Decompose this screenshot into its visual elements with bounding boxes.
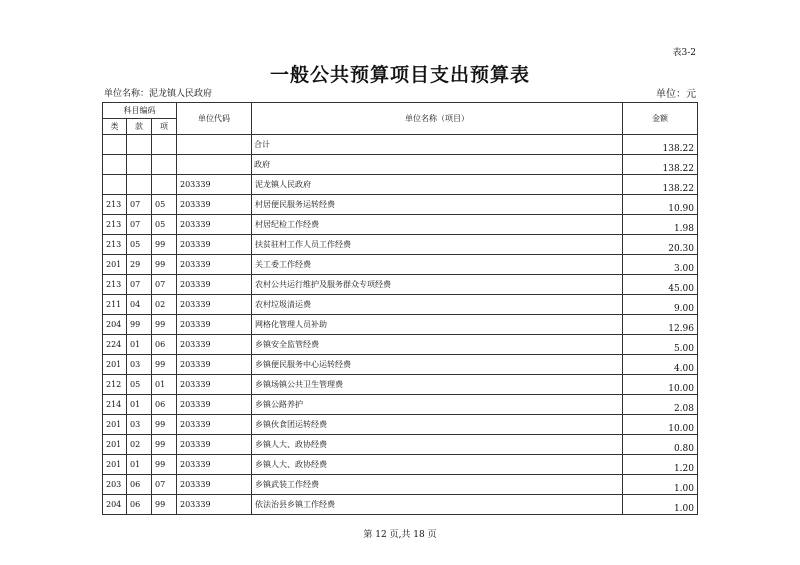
amount-cell: 1.98 <box>623 215 698 235</box>
lei-cell: 201 <box>103 255 127 275</box>
item-name-cell: 网格化管理人员补助 <box>252 315 623 335</box>
xiang-cell: 99 <box>152 415 177 435</box>
kuan-cell: 07 <box>127 195 152 215</box>
xiang-cell: 99 <box>152 455 177 475</box>
amount-cell: 10.00 <box>623 415 698 435</box>
amount-cell: 3.00 <box>623 255 698 275</box>
amount-cell: 12.96 <box>623 315 698 335</box>
kuan-cell: 07 <box>127 275 152 295</box>
unit-code-cell: 203339 <box>177 495 252 515</box>
lei-cell: 224 <box>103 335 127 355</box>
item-name-cell: 合计 <box>252 135 623 155</box>
xiang-cell: 99 <box>152 435 177 455</box>
unit-code-cell: 203339 <box>177 175 252 195</box>
amount-cell: 4.00 <box>623 355 698 375</box>
amount-cell: 9.00 <box>623 295 698 315</box>
item-name-cell: 乡镇人大、政协经费 <box>252 435 623 455</box>
unit-name-header: 单位名称（项目） <box>252 103 623 135</box>
kuan-cell: 03 <box>127 415 152 435</box>
xiang-cell <box>152 175 177 195</box>
xiang-cell <box>152 155 177 175</box>
table-body <box>103 135 698 515</box>
unit-code-cell: 203339 <box>177 295 252 315</box>
table-row <box>103 395 698 415</box>
table-row <box>103 375 698 395</box>
lei-cell: 201 <box>103 415 127 435</box>
xiang-cell: 99 <box>152 235 177 255</box>
unit-code-cell: 203339 <box>177 355 252 375</box>
lei-cell: 212 <box>103 375 127 395</box>
amount-cell: 45.00 <box>623 275 698 295</box>
kuan-cell: 01 <box>127 335 152 355</box>
kuan-cell: 01 <box>127 455 152 475</box>
lei-cell <box>103 175 127 195</box>
amount-cell: 138.22 <box>623 175 698 195</box>
table-row <box>103 195 698 215</box>
item-name-cell: 扶贫驻村工作人员工作经费 <box>252 235 623 255</box>
item-name-cell: 乡镇安全监管经费 <box>252 335 623 355</box>
kuan-cell <box>127 135 152 155</box>
xiang-cell: 99 <box>152 355 177 375</box>
lei-cell: 213 <box>103 215 127 235</box>
lei-cell: 204 <box>103 495 127 515</box>
unit-code-cell: 203339 <box>177 415 252 435</box>
kuan-cell: 02 <box>127 435 152 455</box>
amount-cell: 10.00 <box>623 375 698 395</box>
amount-cell: 1.00 <box>623 475 698 495</box>
amount-cell: 138.22 <box>623 135 698 155</box>
item-name-cell: 农村公共运行维护及服务群众专项经费 <box>252 275 623 295</box>
unit-code-cell: 203339 <box>177 435 252 455</box>
lei-cell: 201 <box>103 455 127 475</box>
kuan-cell: 07 <box>127 215 152 235</box>
lei-cell: 213 <box>103 275 127 295</box>
unit-code-cell: 203339 <box>177 315 252 335</box>
table-row <box>103 475 698 495</box>
unit-code-cell: 203339 <box>177 455 252 475</box>
item-name-cell: 依法治县乡镇工作经费 <box>252 495 623 515</box>
table-number: 表3-2 <box>672 48 696 58</box>
lei-header: 类 <box>103 119 127 135</box>
amount-cell: 138.22 <box>623 155 698 175</box>
table-row <box>103 495 698 515</box>
table-row <box>103 335 698 355</box>
amount-cell: 2.08 <box>623 395 698 415</box>
currency-unit-label: 单位：元 <box>656 89 696 100</box>
amount-cell: 5.00 <box>623 335 698 355</box>
page-title: 一般公共预算项目支出预算表 <box>269 64 530 86</box>
lei-cell: 201 <box>103 355 127 375</box>
lei-cell: 213 <box>103 235 127 255</box>
table-row <box>103 295 698 315</box>
amount-cell: 1.20 <box>623 455 698 475</box>
xiang-cell: 99 <box>152 495 177 515</box>
xiang-cell: 99 <box>152 315 177 335</box>
lei-cell: 203 <box>103 475 127 495</box>
item-name-cell: 乡镇场镇公共卫生管理费 <box>252 375 623 395</box>
unit-code-cell <box>177 155 252 175</box>
amount-header: 金额 <box>623 103 698 135</box>
lei-cell: 204 <box>103 315 127 335</box>
table-row <box>103 455 698 475</box>
xiang-cell: 01 <box>152 375 177 395</box>
lei-cell: 214 <box>103 395 127 415</box>
unit-name-label: 单位名称：泥龙镇人民政府 <box>104 89 213 99</box>
kuan-cell: 99 <box>127 315 152 335</box>
unit-code-header: 单位代码 <box>177 103 252 135</box>
subject-code-header: 科目编码 <box>103 103 177 119</box>
unit-code-cell: 203339 <box>177 475 252 495</box>
table-row <box>103 135 698 155</box>
lei-cell <box>103 135 127 155</box>
kuan-cell: 01 <box>127 395 152 415</box>
table-row <box>103 235 698 255</box>
kuan-cell <box>127 155 152 175</box>
item-name-cell: 乡镇便民服务中心运转经费 <box>252 355 623 375</box>
item-name-cell: 泥龙镇人民政府 <box>252 175 623 195</box>
xiang-cell: 05 <box>152 215 177 235</box>
item-name-cell: 村居纪检工作经费 <box>252 215 623 235</box>
amount-cell: 1.00 <box>623 495 698 515</box>
kuan-cell: 04 <box>127 295 152 315</box>
item-name-cell: 农村垃圾清运费 <box>252 295 623 315</box>
xiang-cell <box>152 135 177 155</box>
item-name-cell: 乡镇伙食团运转经费 <box>252 415 623 435</box>
xiang-cell: 07 <box>152 475 177 495</box>
table-row <box>103 415 698 435</box>
table-row <box>103 355 698 375</box>
item-name-cell: 政府 <box>252 155 623 175</box>
item-name-cell: 关工委工作经费 <box>252 255 623 275</box>
item-name-cell: 乡镇人大、政协经费 <box>252 455 623 475</box>
kuan-cell: 03 <box>127 355 152 375</box>
xiang-cell: 07 <box>152 275 177 295</box>
lei-cell <box>103 155 127 175</box>
lei-cell: 213 <box>103 195 127 215</box>
unit-code-cell: 203339 <box>177 255 252 275</box>
xiang-cell: 02 <box>152 295 177 315</box>
table-row <box>103 255 698 275</box>
unit-code-cell: 203339 <box>177 395 252 415</box>
table-row <box>103 155 698 175</box>
unit-code-cell: 203339 <box>177 275 252 295</box>
table-row <box>103 275 698 295</box>
xiang-header: 项 <box>152 119 177 135</box>
item-name-cell: 乡镇武装工作经费 <box>252 475 623 495</box>
budget-table <box>102 102 698 515</box>
unit-code-cell: 203339 <box>177 235 252 255</box>
kuan-cell: 05 <box>127 375 152 395</box>
table-row <box>103 315 698 335</box>
kuan-cell: 29 <box>127 255 152 275</box>
unit-code-cell: 203339 <box>177 335 252 355</box>
unit-code-cell: 203339 <box>177 195 252 215</box>
lei-cell: 201 <box>103 435 127 455</box>
item-name-cell: 村居便民服务运转经费 <box>252 195 623 215</box>
xiang-cell: 06 <box>152 335 177 355</box>
kuan-header: 款 <box>127 119 152 135</box>
unit-code-cell: 203339 <box>177 215 252 235</box>
table-row <box>103 435 698 455</box>
kuan-cell: 06 <box>127 475 152 495</box>
kuan-cell <box>127 175 152 195</box>
kuan-cell: 06 <box>127 495 152 515</box>
unit-code-cell: 203339 <box>177 375 252 395</box>
kuan-cell: 05 <box>127 235 152 255</box>
amount-cell: 10.90 <box>623 195 698 215</box>
table-row <box>103 215 698 235</box>
xiang-cell: 06 <box>152 395 177 415</box>
page-footer: 第 12 页,共 18 页 <box>363 530 437 540</box>
amount-cell: 20.30 <box>623 235 698 255</box>
lei-cell: 211 <box>103 295 127 315</box>
table-row <box>103 175 698 195</box>
item-name-cell: 乡镇公路养护 <box>252 395 623 415</box>
xiang-cell: 99 <box>152 255 177 275</box>
xiang-cell: 05 <box>152 195 177 215</box>
amount-cell: 0.80 <box>623 435 698 455</box>
unit-code-cell <box>177 135 252 155</box>
